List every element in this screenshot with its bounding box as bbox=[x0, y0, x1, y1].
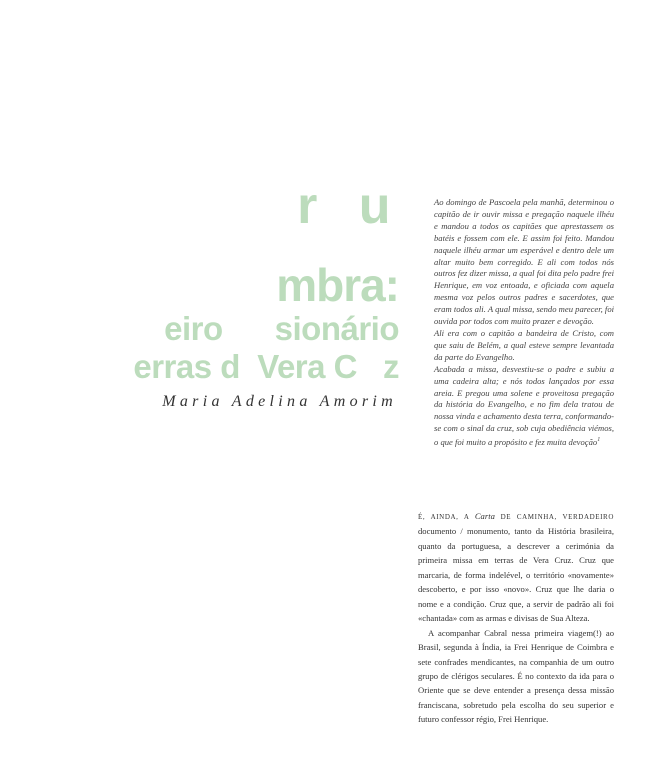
epigraph-paragraph-text: Acabada a missa, desvestiu-se o padre e subiu a uma cadeira alta; e nós todos lançados por essa areia. E pregou uma solene e proveitosa pregação da história do Evangelho, e no fim dela tratou de nossa vinda e achamento desta terra, conformando-se com o sinal da cruz, sob cuja obediência viémos, o que foi muito a propósito e fez muita devoção bbox=[434, 363, 614, 447]
epigraph-paragraph: Ao domingo de Pascoela pela manhã, determinou o capitão de ir ouvir missa e pregação naquele ilhéu e mandou a todos os capitães que aprestassem os batéis e fossem com ele. E assim foi feito. Mandou naquele ilhéu armar um esperável e dentro dele um altar muito bem corregido. E ali com todos nós outros fez dizer missa, a qual foi dita pelo padre frei Henrique, em voz entoada, e oficiada com aquela mesma voz pelos outros padres e sacerdotes, que eram todos ali. A qual missa, sendo meu parecer, foi ouvida por todos com muito prazer e devoção. bbox=[434, 197, 614, 327]
body-paragraph-1 bbox=[418, 509, 614, 626]
lead-in-first: É, AINDA, A bbox=[418, 513, 475, 521]
author-name: Maria Adelina Amorim bbox=[162, 393, 397, 410]
title-line-1: r u bbox=[297, 177, 390, 235]
lead-in-rest: DE CAMINHA, VERDADEIRO bbox=[494, 513, 614, 521]
title-line-4: erras d Vera C z bbox=[133, 348, 399, 385]
title-line-3: eiro sionário bbox=[146, 310, 399, 347]
article-body bbox=[418, 509, 614, 727]
footnote-marker: 1 bbox=[597, 437, 601, 444]
body-paragraph-1-text: documento / monumento, tanto da História brasileira, quanto da portuguesa, a descrever a cerimónia da primeira missa em terras de Vera Cruz. Cruz que marcaria, de forma indelével, o território «novamente» descoberto, e por isso «novo». Cruz que lhe daria o nome e a condição. Cruz que, a servir de padrão ali foi «chantada» com as armas e divisas de Sua Alteza. bbox=[418, 526, 614, 624]
epigraph-quote bbox=[434, 197, 614, 449]
epigraph-paragraph: Ali era com o capitão a bandeira de Cristo, com que saiu de Belém, a qual esteve sempre levantada da parte do Evangelho. bbox=[434, 327, 614, 362]
title-line-2: mbra: bbox=[276, 259, 399, 311]
body-paragraph-2: A acompanhar Cabral nessa primeira viagem(!) ao Brasil, segunda à Índia, ia Frei Henrique de Coimbra e sete confrades mendicantes, na companhia de um outro grupo de clérigos seculares. É no contexto da ida para o Oriente que se deve entender a presença dessa missão franciscana, sobretudo pela escolha do seu superior e futuro confessor régio, Frei Henrique. bbox=[418, 627, 614, 725]
lead-in-carta: Carta bbox=[474, 511, 495, 521]
epigraph-paragraph bbox=[434, 364, 614, 449]
